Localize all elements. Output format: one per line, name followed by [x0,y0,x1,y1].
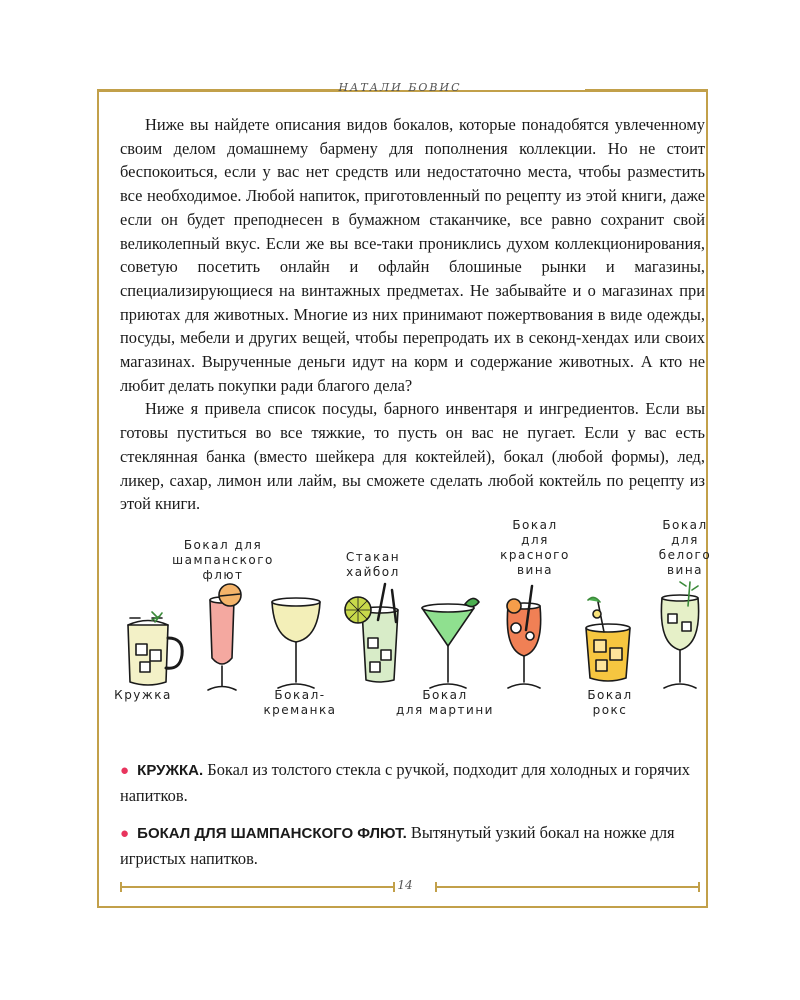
highball-glass-icon [345,584,398,682]
page-number: 14 [397,878,413,892]
page-footer [110,878,700,898]
label-rocks: Бокал рокс [587,688,633,717]
bullet-icon: ● [120,763,130,779]
label-coupe: Бокал- креманка [263,688,337,717]
item-term: КРУЖКА. [137,762,204,779]
label-flute: Бокал для шампанского флют [172,538,274,582]
rocks-glass-icon [586,597,630,681]
coupe-glass-icon [272,598,320,688]
mug-icon [128,612,182,685]
running-header [0,78,800,102]
label-mug: Кружка [114,688,172,702]
label-white-wine: Бокал для белого вина [658,518,712,577]
item-text: Бокал из толстого стекла с ручкой, подходит для холодных и горячих напитков. [120,760,690,805]
item-term: БОКАЛ ДЛЯ ШАМПАНСКОГО ФЛЮТ. [137,825,407,843]
red-wine-glass-icon [507,586,541,688]
label-red-wine: Бокал для красного вина [500,518,570,577]
list-item [120,821,705,870]
glasses-drawing [100,510,720,730]
martini-glass-icon [422,598,479,688]
list-item [120,758,705,807]
flute-glass-icon [208,584,241,690]
paragraph: Ниже я привела список посуды, барного инвентаря и ингредиентов. Если вы готовы пуститься во все тяжкие, то пусть он вас не пугает. Если у вас есть стеклянная банка (вместо шейкера для коктейлей), бокал (любой формы), лед, ликер, сахар, лимон или лайм, вы сможете сделать любой коктейль по рецепту из этой книги. [120,399,705,514]
author-name: НАТАЛИ БОВИС [338,81,462,94]
item-text: Вытянутый узкий бокал на ножке для игристых напитков. [120,823,675,869]
white-wine-glass-icon [661,582,698,688]
bullet-icon: ● [120,826,130,843]
body-text [120,113,705,516]
glassware-illustration [100,510,720,730]
paragraph: Ниже вы найдете описания видов бокалов, которые понадобятся увлеченному своим делом домашнему бармену для пополнения коллекции. Но не стоит беспокоиться, если у вас нет средств или недостаточно места, чтобы разместить все необходимое. Любой напиток, приготовленный по рецепту из этой книги, даже если он будет преподнесен в бумажном стаканчике, все равно сохранит свой великолепный вкус. Если же вы все-таки прониклись духом коллекционирования, советую посетить онлайн и офлайн блошиные рынки и магазины, специализирующиеся на винтажных предметах. Не забывайте и о магазинах при приютах для животных. Многие из них принимают пожертвования в виде одежды, посуды, мебели и других вещей, чтобы перепродать их в секонд-хендах или своих магазинах. Вырученные деньги идут на корм и содержание животных. А кто не любит делать покупки ради благого дела? [120,115,705,395]
glassware-list [120,758,705,885]
label-highball: Стакан хайбол [345,550,401,579]
label-martini: Бокал для мартини [396,688,494,717]
